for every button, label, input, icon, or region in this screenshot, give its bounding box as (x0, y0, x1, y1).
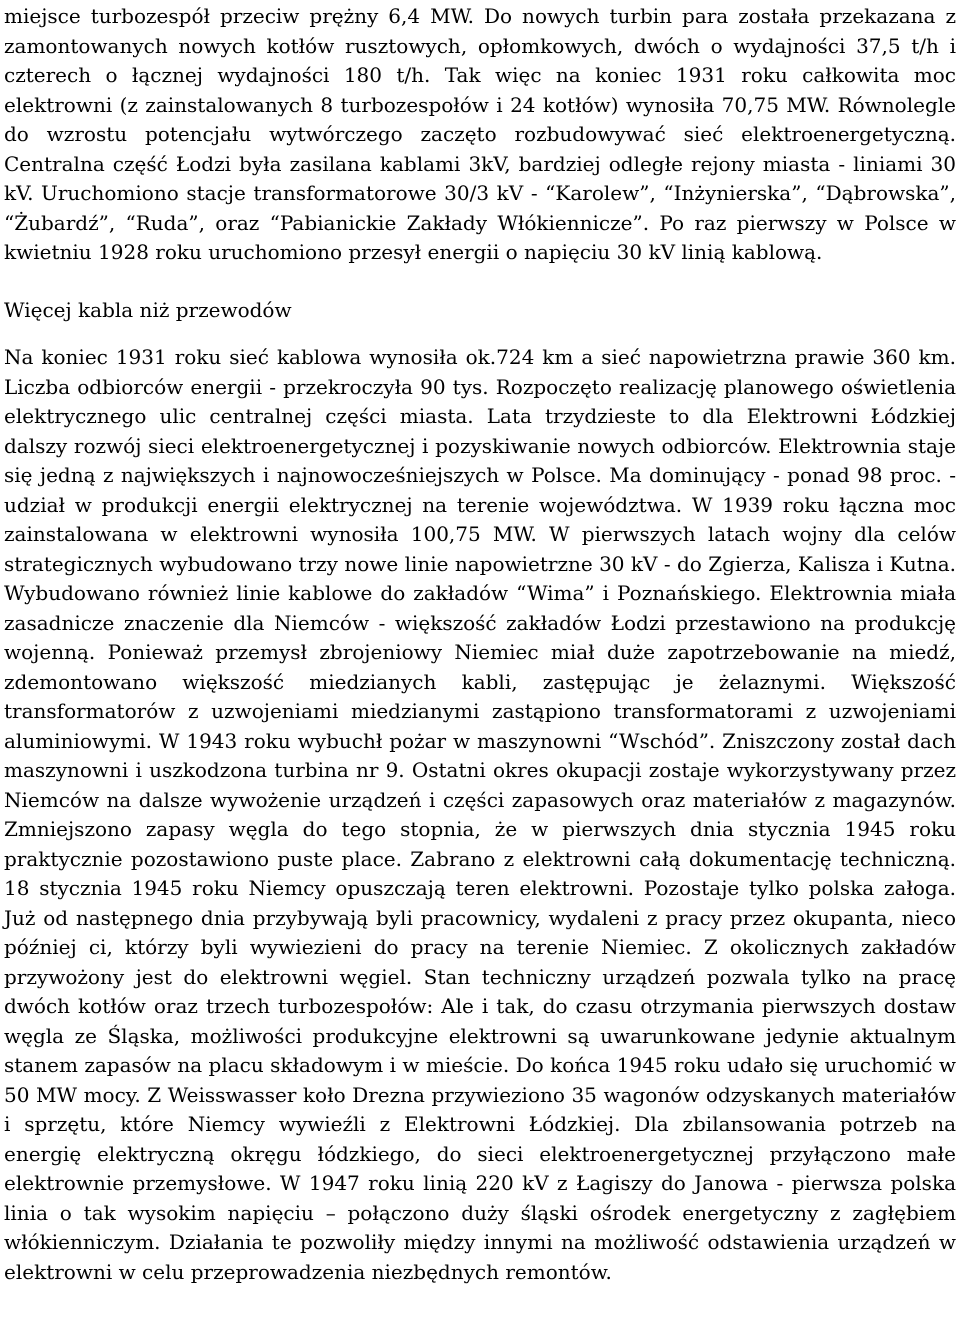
paragraph-power-plant-expansion: miejsce turbozespół przeciw prężny 6,4 MW. Do nowych turbin para została przekazana z zamontowanych nowych kotłów rusztowych, opłomkowych, dwóch o wydajności 37,5 t/h i czterech o łącznej wydajności 180 t/h. Tak więc na koniec 1931 roku całkowita moc elektrowni (z zainstalowanych 8 turbozespołów i 24 kotłów) wynosiła 70,75 MW. Równolegle do wzrostu potencjału wytwórczego zaczęto rozbudowywać sieć elektroenergetyczną. Centralna część Łodzi była zasilana kablami 3kV, bardziej odległe rejony miasta - liniami 30 kV. Uruchomiono stacje transformatorowe 30/3 kV - “Karolew”, “Inżynierska”, “Dąbrowska”, “Żubardź”, “Ruda”, oraz “Pabianickie Zakłady Włókiennicze”. Po raz pierwszy w Polsce w kwietniu 1928 roku uruchomiono przesył energii o napięciu 30 kV linią kablową. (4, 4, 956, 264)
section-heading: Więcej kabla niż przewodów (4, 297, 292, 322)
paragraph-cable-network-history: Na koniec 1931 roku sieć kablowa wynosiła ok.724 km a sieć napowietrzna prawie 360 km. Liczba odbiorców energii - przekroczyła 90 tys. Rozpoczęto realizację planowego oświetlenia elektrycznego ulic centralnej części miasta. Lata trzydzieste to dla Elektrowni Łódzkiej dalszy rozwój sieci elektroenergetycznej i pozyskiwanie nowych odbiorców. Elektrownia staje się jedną z największych i najnowocześniejszych w Polsce. Ma dominujący - ponad 98 proc. - udział w produkcji energii elektrycznej na terenie województwa. W 1939 roku łączna moc zainstalowana w elektrowni wynosiła 100,75 MW. W pierwszych latach wojny dla celów strategicznych wybudowano trzy nowe linie napowietrzne 30 kV - do Zgierza, Kalisza i Kutna. Wybudowano również linie kablowe do zakładów “Wima” i Poznańskiego. Elektrownia miała zasadnicze znaczenie dla Niemców - większość zakładów Łodzi przestawiono na produkcję wojenną. Ponieważ przemysł zbrojeniowy Niemiec miał duże zapotrzebowanie na miedź, zdemontowano większość miedzianych kabli, zastępując je żelaznymi. Większość transformatorów z uzwojeniami miedzianymi zastąpiono transformatorami z uzwojeniami aluminiowymi. W 1943 roku wybuchł pożar w maszynowni “Wschód”. Zniszczony został dach maszynowni i uszkodzona turbina nr 9. Ostatni okres okupacji zostaje wykorzystywany przez Niemców na dalsze wywożenie urządzeń i części zapasowych oraz materiałów z magazynów. Zmniejszono zapasy węgla do tego stopnia, że w pierwszych dnia stycznia 1945 roku praktycznie pozostawiono puste place. Zabrano z elektrowni całą dokumentację techniczną. 18 stycznia 1945 roku Niemcy opuszczają teren elektrowni. Pozostaje tylko polska załoga. Już od następnego dnia przybywają byli pracownicy, wydaleni z pracy przez okupanta, nieco później ci, którzy byli wywiezieni do pracy na terenie Niemiec. Z okolicznych zakładów przywożony jest do elektrowni węgiel. Stan techniczny urządzeń pozwala tylko na pracę dwóch kotłów oraz trzech turbozespołów: Ale i tak, do czasu otrzymania pierwszych dostaw węgla ze Śląska, możliwości produkcyjne elektrowni są uwarunkowane jedynie aktualnym stanem zapasów na placu składowym i w mieście. Do końca 1945 roku udało się uruchomić w 50 MW mocy. Z Weisswasser koło Drezna przywieziono 35 wagonów odzyskanych materiałów i sprzętu, które Niemcy wywieźli z Elektrowni Łódzkiej. Dla zbilansowania potrzeb na energię elektryczną okręgu łódzkiego, do sieci elektroenergetycznej przyłączono małe elektrownie przemysłowe. W 1947 roku linią 220 kV z Łagiszy do Janowa - pierwsza polska linia o tak wysokim napięciu – połączono duży śląski ośrodek energetyczny z zagłębiem włókienniczym. Działania te pozwoliły między innymi na możliwość odstawienia urządzeń w elektrowni w celu przeprowadzenia niezbędnych remontów. (4, 345, 956, 1284)
